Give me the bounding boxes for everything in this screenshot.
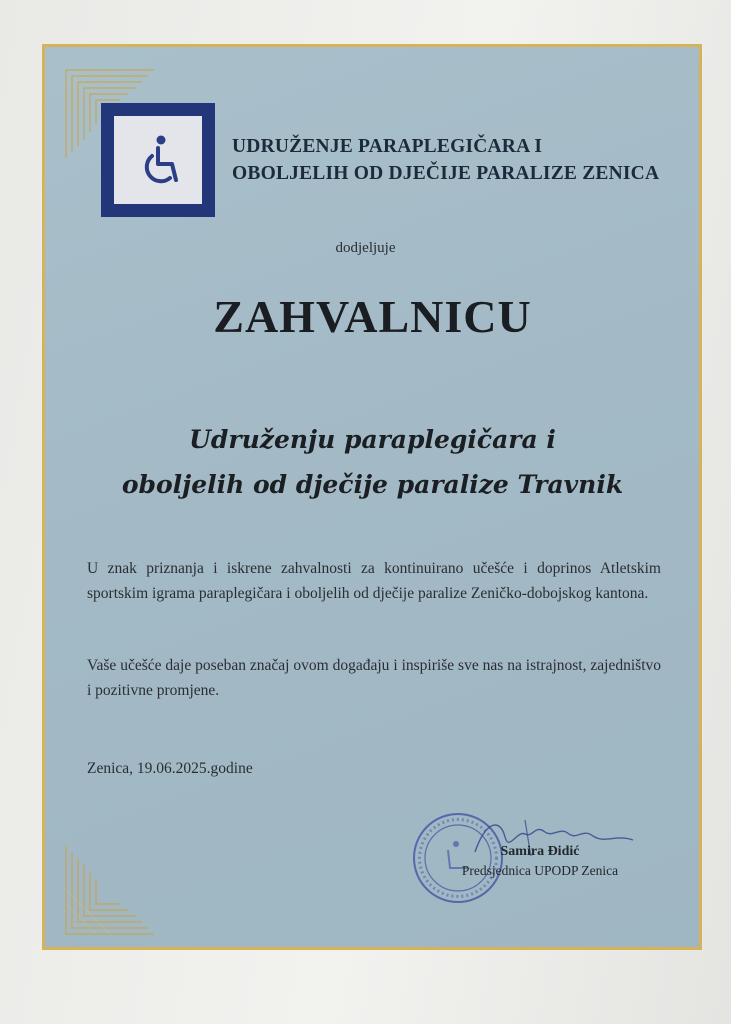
organization-name [232,133,692,187]
certificate-title: ZAHVALNICU [213,291,532,342]
corner-ornament-bottom-left [62,842,158,938]
signatory-role: Predsjednica UPODP Zenica [461,863,619,878]
signatory-name: Samira Đidić [500,844,580,859]
issue-date: Zenica, 19.06.2025.godine [87,760,253,777]
paragraph-recognition: U znak priznanja i iskrene zahvalnosti za kontinuirano učešće i doprinos Atletskim sportskim igrama paraplegičara i oboljelih od dječije paralize Zeničko-dobojskog kantona. [87,560,661,602]
organization-name-line1: UDRUŽENJE PARAPLEGIČARA I [232,136,543,157]
awards-text: dodjeljuje [335,240,396,256]
wheelchair-icon [134,134,184,188]
recipient-line1: Udruženju paraplegičara i [189,425,556,454]
signatory-block [440,842,640,880]
paragraph-inspiration: Vaše učešće daje poseban značaj ovom događaju i inspiriše sve nas na istrajnost, zajedništvo i pozitivne promjene. [87,657,661,699]
organization-name-line2: OBOLJELIH OD DJEČIJE PARALIZE ZENICA [232,163,660,184]
recipient-line2: oboljelih od dječije paralize Travnik [121,470,624,499]
organization-logo [101,103,215,217]
logo-background [114,116,202,204]
